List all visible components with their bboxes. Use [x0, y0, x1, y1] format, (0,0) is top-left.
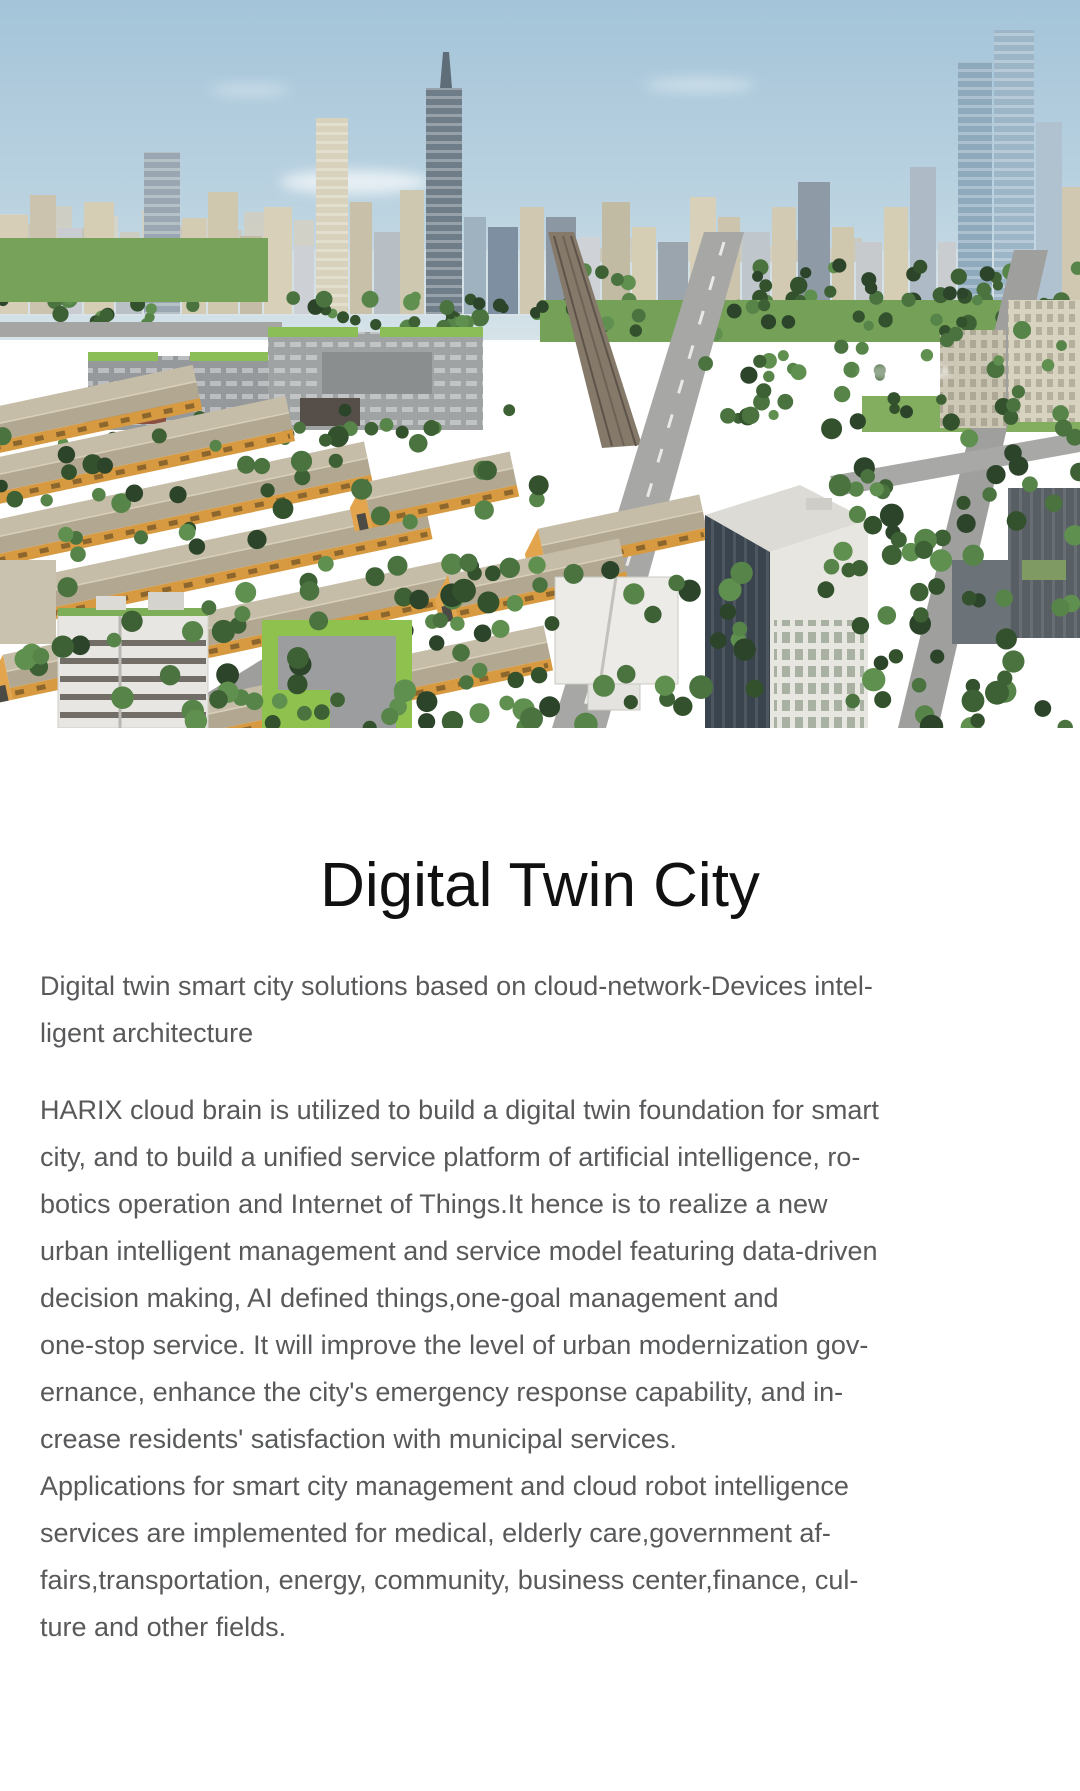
description-line: crease residents' satisfaction with municipal services.: [40, 1423, 677, 1454]
description-line: decision making, AI defined things,one-goal management and: [40, 1282, 779, 1313]
description-line: services are implemented for medical, elderly care,government af-: [40, 1517, 831, 1548]
description-line: fairs,transportation, energy, community, business center,finance, cul-: [40, 1564, 859, 1595]
description-line: botics operation and Internet of Things.It hence is to realize a new: [40, 1188, 828, 1219]
description-line: one-stop service. It will improve the level of urban modernization gov-: [40, 1329, 869, 1360]
description-line: ture and other fields.: [40, 1611, 287, 1642]
description-line: ernance, enhance the city's emergency response capability, and in-: [40, 1376, 844, 1407]
description-line: city, and to build a unified service platform of artificial intelligence, ro-: [40, 1141, 861, 1172]
page-title: Digital Twin City: [320, 851, 760, 920]
description-line: Applications for smart city management and cloud robot intelligence: [40, 1470, 849, 1501]
description-paragraph: [40, 1087, 1040, 1651]
intro-line: Digital twin smart city solutions based on cloud-network-Devices intel-: [40, 970, 873, 1001]
intro-paragraph: [40, 963, 1040, 1057]
content-area: [0, 963, 1080, 1651]
low-cloud: [859, 363, 951, 381]
description-line: urban intelligent management and service model featuring data-driven: [40, 1235, 878, 1266]
hero-image: [0, 0, 1080, 728]
description-line: HARIX cloud brain is utilized to build a digital twin foundation for smart: [40, 1094, 879, 1125]
intro-line: ligent architecture: [40, 1017, 254, 1048]
